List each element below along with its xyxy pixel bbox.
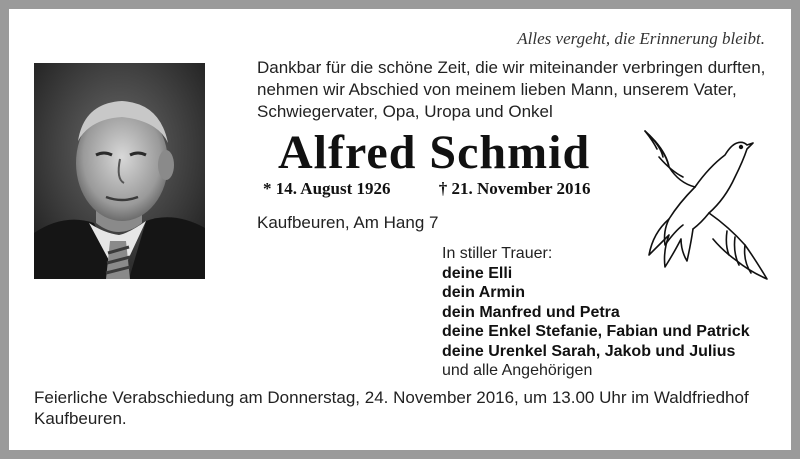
portrait-photo (34, 63, 205, 279)
intro-text (257, 57, 771, 123)
mourner-line: deine Elli (442, 264, 513, 282)
mourner-line: dein Armin (442, 284, 525, 301)
mourners-closing: und alle Angehörigen (442, 362, 593, 379)
intro-line: Dankbar für die schöne Zeit, die wir miteinander verbringen durften, (257, 58, 766, 77)
motto: Alles vergeht, die Erinnerung bleibt. (517, 29, 765, 48)
obituary-notice (9, 9, 791, 450)
intro-line: nehmen wir Abschied von meinem lieben Mann, unserem Vater, (257, 80, 737, 99)
ceremony-info (34, 387, 774, 429)
ceremony-line: Kaufbeuren. (34, 409, 127, 428)
address: Kaufbeuren, Am Hang 7 (257, 213, 439, 232)
death-date: † 21. November 2016 (438, 179, 591, 198)
mourner-line: dein Manfred und Petra (442, 303, 620, 321)
mourning-heading: In stiller Trauer: (442, 245, 553, 262)
mourners-block (442, 244, 750, 381)
ceremony-line: Feierliche Verabschiedung am Donnerstag, 24. November 2016, um 13.00 Uhr im Waldfriedhof (34, 388, 749, 407)
deceased-name: Alfred Schmid (278, 126, 591, 179)
mourner-line: deine Enkel Stefanie, Fabian und Patrick (442, 323, 750, 340)
life-dates (263, 179, 591, 199)
mourner-line: deine Urenkel Sarah, Jakob und Julius (442, 342, 736, 360)
birth-date: * 14. August 1926 (263, 179, 391, 198)
intro-line: Schwiegervater, Opa, Uropa und Onkel (257, 102, 553, 121)
